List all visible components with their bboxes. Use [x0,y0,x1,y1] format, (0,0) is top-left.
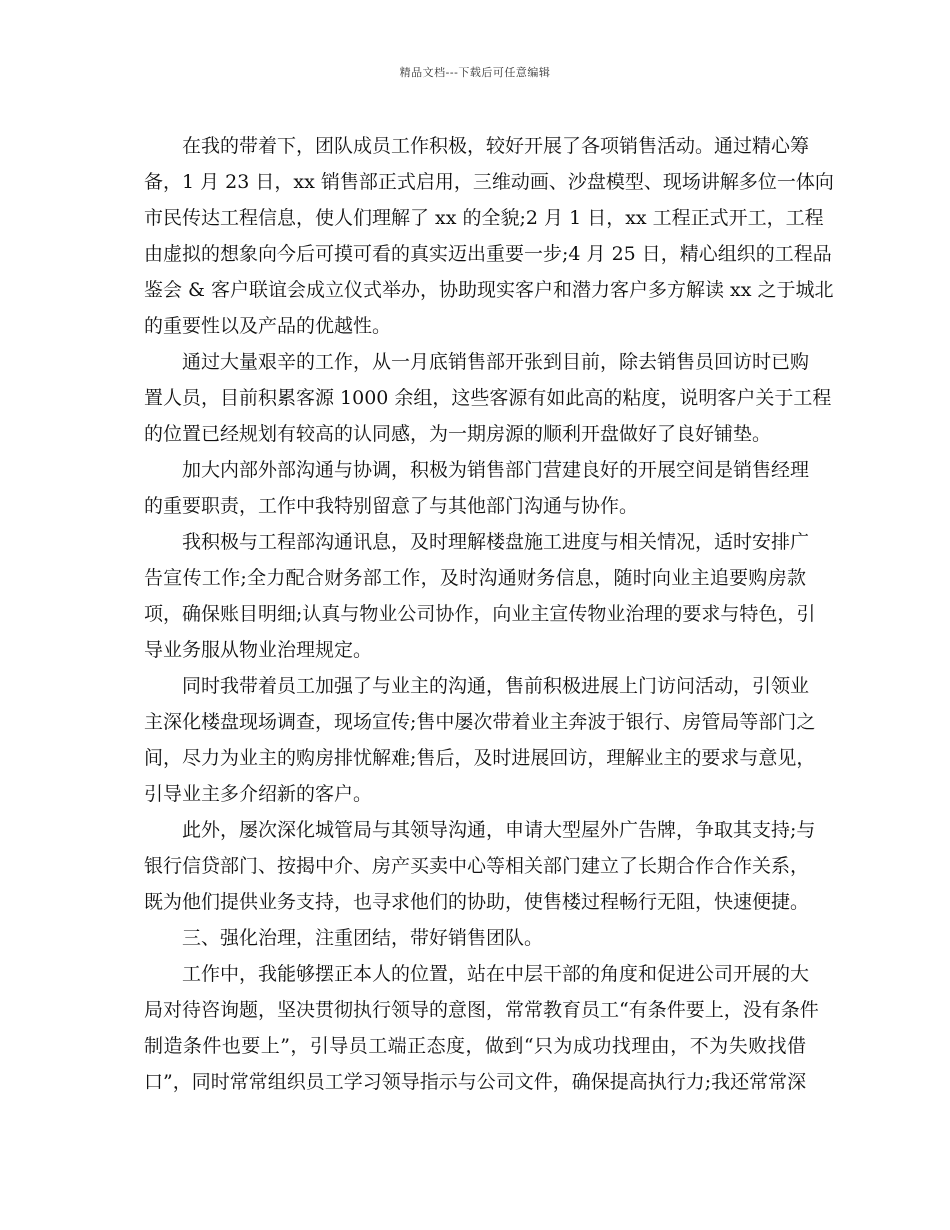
page-header: 精品文档---下载后可任意编辑 [399,66,551,79]
text-line: 通过大量艰辛的工作，从一月底销售部开张到目前，除去销售员回访时已购 [182,351,810,373]
text-line: 项，确保账目明细;认真与物业公司协作，向业主宣传物业治理的要求与特色，引 [144,603,816,625]
text-line: 既为他们提供业务支持，也寻求他们的协助，使售楼过程畅行无阻，快速便捷。 [144,891,810,913]
text-line: 加大内部外部沟通与协调，积极为销售部门营建良好的开展空间是销售经理 [182,459,810,481]
text-line: 导业务服从物业治理规定。 [144,639,373,661]
text-line: 鉴会 & 客户联谊会成立仪式举办，协助现实客户和潜力客户多方解读 xx 之于城北 [144,279,834,301]
text-line: 由虚拟的想象向今后可摸可看的真实迈出重要一步;4 月 25 日，精心组织的工程品 [144,243,832,265]
text-line: 我积极与工程部沟通讯息，及时理解楼盘施工进度与相关情况，适时安排广 [182,531,810,553]
text-line: 制造条件也要上”，引导员工端正态度，做到“只为成功找理由，不为失败找借 [144,1035,806,1057]
text-line: 的位置已经规划有较高的认同感，为一期房源的顺利开盘做好了良好铺垫。 [144,423,772,445]
text-line: 银行信贷部门、按揭中介、房产买卖中心等相关部门建立了长期合作合作关系， [144,855,810,877]
text-line: 的重要职责，工作中我特别留意了与其他部门沟通与协作。 [144,495,639,517]
document-body [144,128,834,1100]
text-line: 置人员，目前积累客源 1000 余组，这些客源有如此高的粘度，说明客户关于工程 [144,387,832,409]
text-line: 引导业主多介绍新的客户。 [144,783,373,805]
text-line: 工作中，我能够摆正本人的位置，站在中层干部的角度和促进公司开展的大 [182,963,810,985]
text-line: 告宣传工作;全力配合财务部工作，及时沟通财务信息，随时向业主追要购房款 [144,567,806,589]
text-line: 同时我带着员工加强了与业主的沟通，售前积极进展上门访问活动，引领业 [182,675,810,697]
text-line: 的重要性以及产品的优越性。 [144,315,392,337]
text-line: 间，尽力为业主的购房排忧解难;售后，及时进展回访，理解业主的要求与意见， [144,747,816,769]
text-line: 局对待咨询题，坚决贯彻执行领导的意图，常常教育员工“有条件要上，没有条件 [144,999,819,1021]
text-line: 备，1 月 23 日，xx 销售部正式启用，三维动画、沙盘模型、现场讲解多位一体向 [144,171,834,193]
text-line: 三、强化治理，注重团结，带好销售团队。 [182,927,544,949]
text-line: 市民传达工程信息，使人们理解了 xx 的全貌;2 月 1 日，xx 工程正式开工，工程 [144,207,824,229]
text-line: 在我的带着下，团队成员工作积极，较好开展了各项销售活动。通过精心筹 [182,135,810,157]
text-line: 口”，同时常常组织员工学习领导指示与公司文件，确保提高执行力;我还常常深 [144,1071,807,1093]
text-line: 主深化楼盘现场调查，现场宣传;售中屡次带着业主奔波于银行、房管局等部门之 [144,711,816,733]
text-line: 此外，屡次深化城管局与其领导沟通，申请大型屋外广告牌，争取其支持;与 [182,819,816,841]
